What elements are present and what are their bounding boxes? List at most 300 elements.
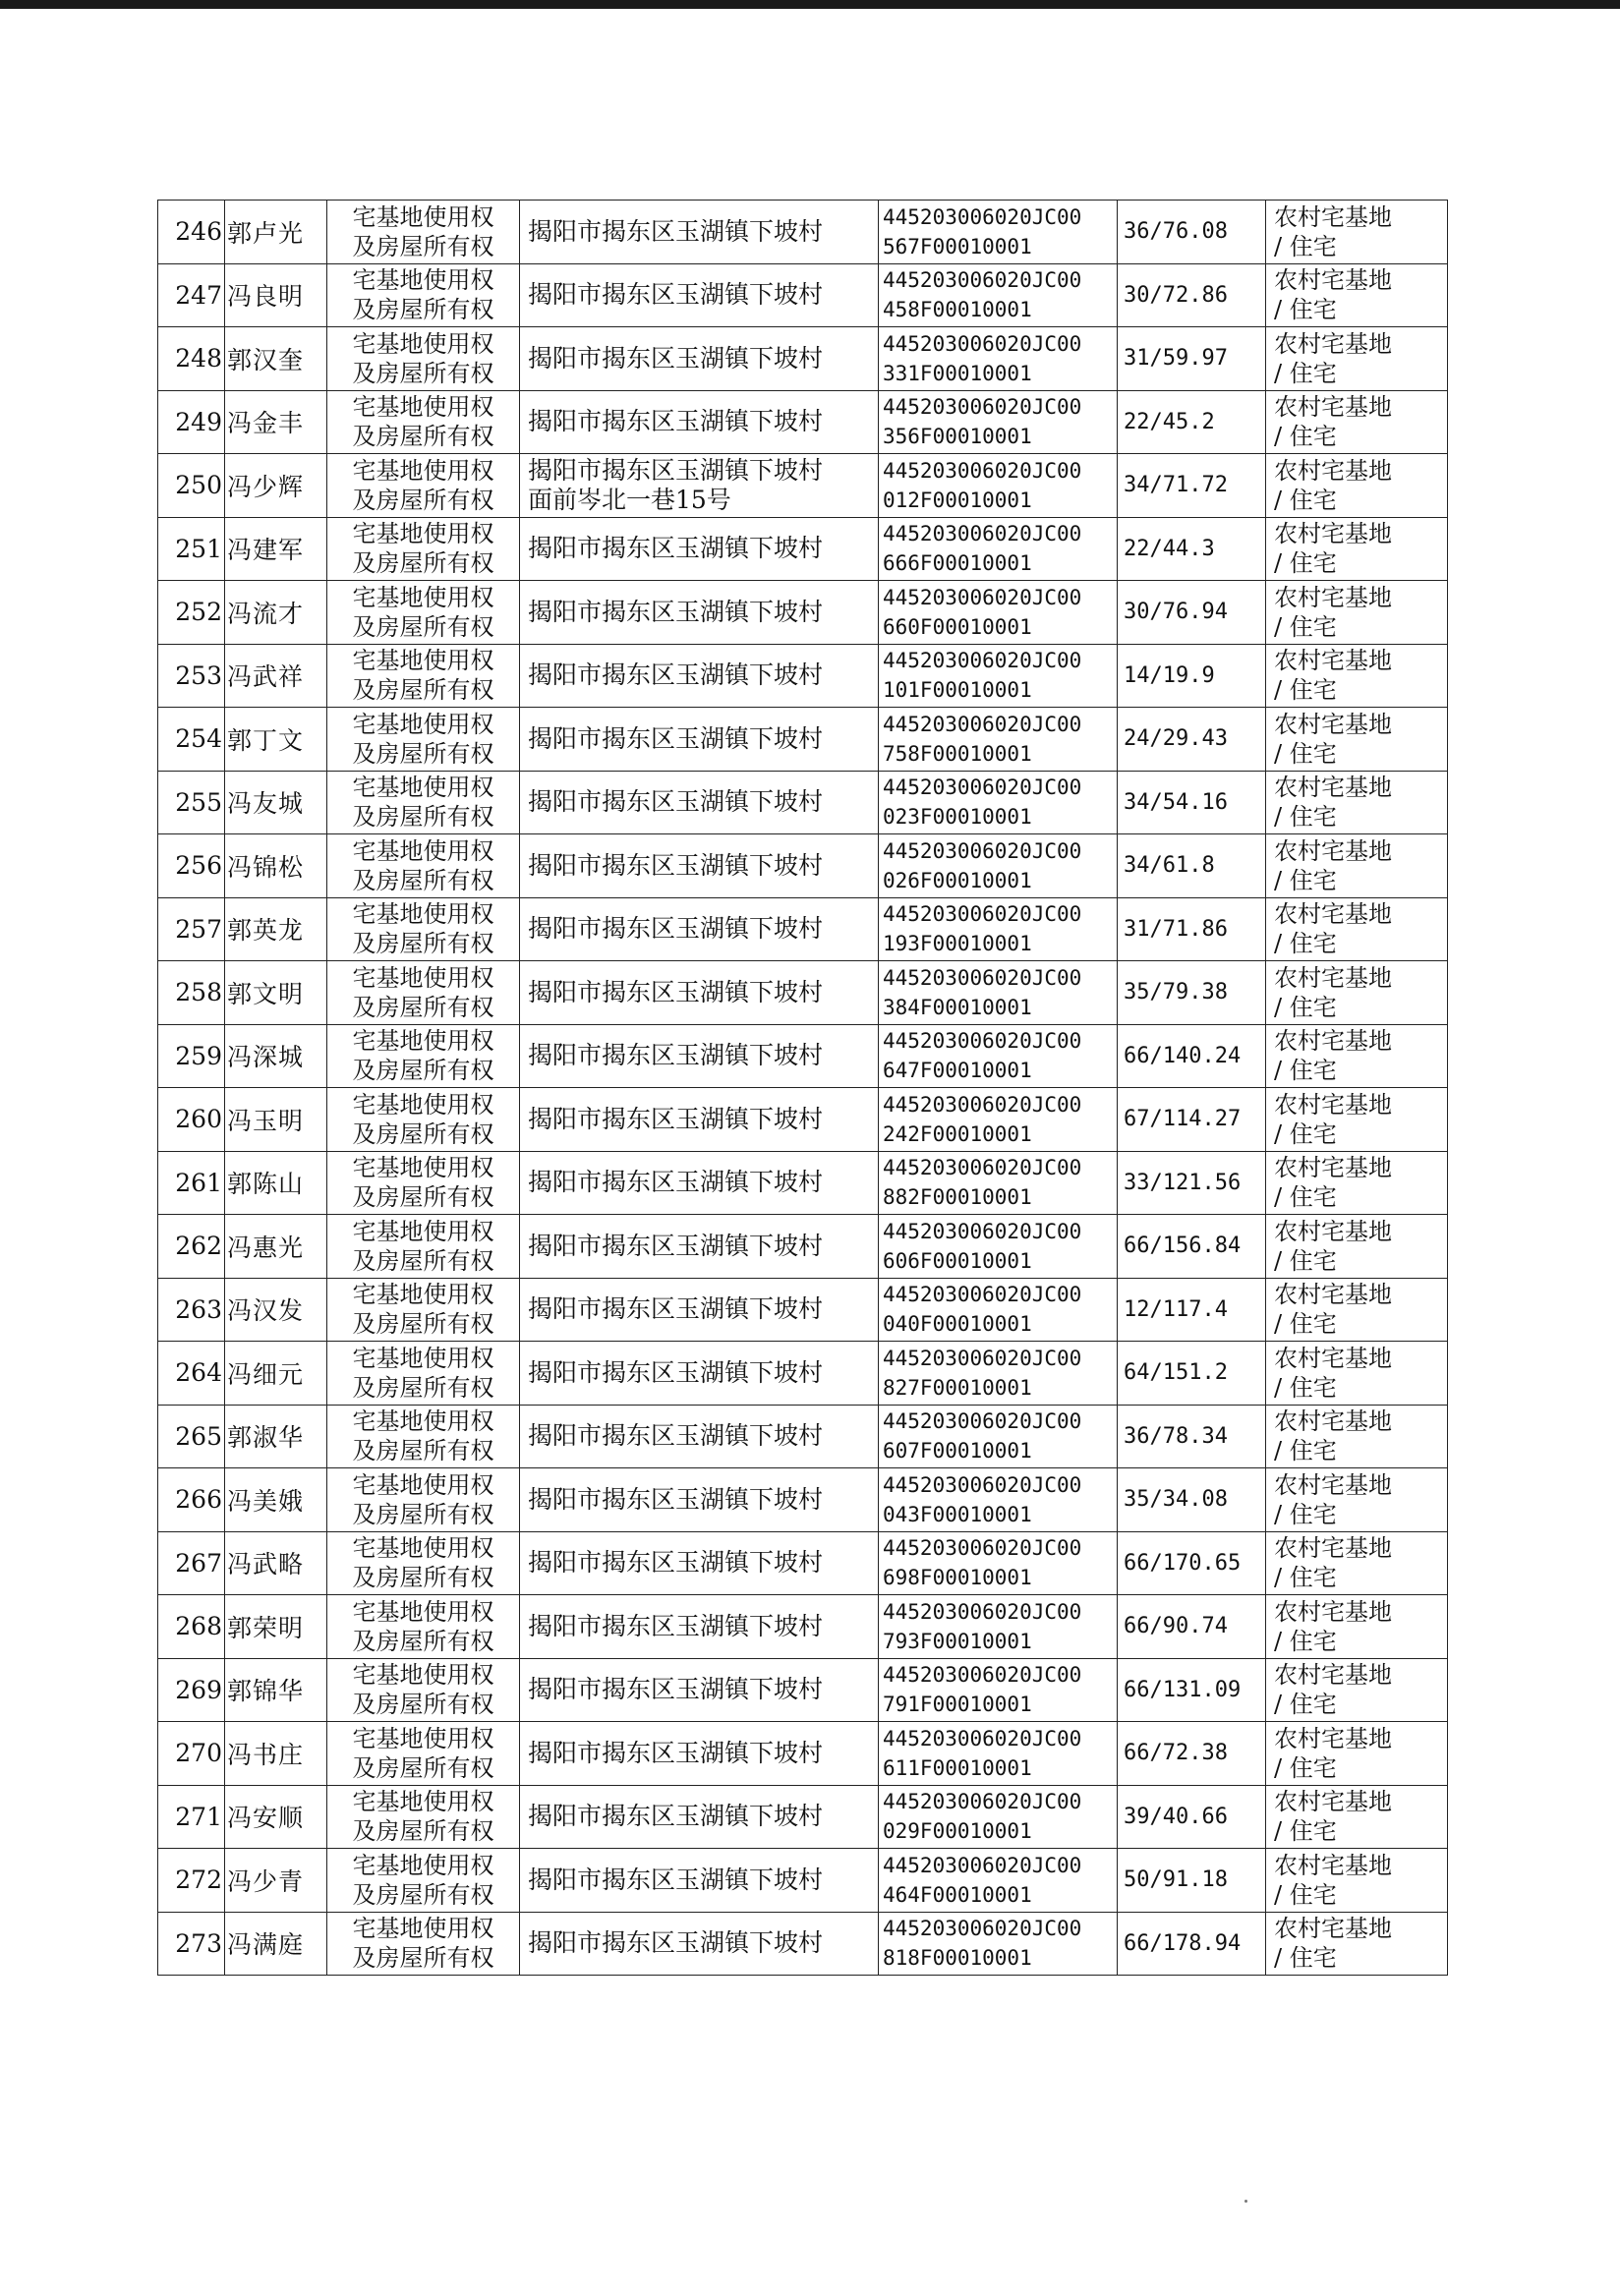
row-number-text: 270 — [175, 1739, 222, 1768]
owner-name — [225, 1088, 327, 1152]
row-number-text: 273 — [175, 1928, 222, 1958]
property-location — [520, 1215, 879, 1279]
unit-code-text: 793F00010001 — [883, 1629, 1032, 1653]
owner-name-text: 郭荣明 — [227, 1613, 305, 1642]
row-number — [158, 1278, 225, 1342]
area-value-text: 24/29.43 — [1124, 726, 1228, 752]
unit-code — [879, 1215, 1118, 1279]
owner-name — [225, 517, 327, 581]
land-use-text: 农村宅基地 — [1274, 1788, 1392, 1816]
row-number — [158, 1405, 225, 1468]
unit-code-text: 445203006020JC00 — [883, 268, 1082, 293]
right-type-text: 及房屋所有权 — [352, 676, 494, 705]
owner-name — [225, 897, 327, 961]
right-type — [327, 1278, 520, 1342]
row-number-text: 272 — [175, 1866, 222, 1895]
unit-code-text: 445203006020JC00 — [883, 1663, 1082, 1688]
right-type-text: 及房屋所有权 — [352, 1119, 494, 1148]
area-value — [1118, 1912, 1266, 1976]
property-location — [520, 1468, 879, 1532]
unit-code — [879, 517, 1118, 581]
area-value-text: 33/121.56 — [1124, 1170, 1242, 1195]
right-type-text: 及房屋所有权 — [352, 1627, 494, 1655]
row-number-text: 256 — [175, 851, 222, 881]
land-use — [1266, 1785, 1448, 1849]
land-use-text: / 住宅 — [1274, 1627, 1337, 1655]
unit-code-text: 607F00010001 — [883, 1439, 1032, 1464]
area-value — [1118, 454, 1266, 518]
right-type — [327, 1468, 520, 1532]
land-use — [1266, 1912, 1448, 1976]
area-value-text: 66/156.84 — [1124, 1234, 1242, 1259]
area-value-text: 36/78.34 — [1124, 1423, 1228, 1449]
land-use — [1266, 1278, 1448, 1342]
right-type-text: 及房屋所有权 — [352, 1183, 494, 1212]
land-use — [1266, 581, 1448, 645]
row-number — [158, 1722, 225, 1786]
unit-code-text: 445203006020JC00 — [883, 649, 1082, 673]
right-type-text: 及房屋所有权 — [352, 1500, 494, 1528]
unit-code-text: 193F00010001 — [883, 932, 1032, 956]
unit-code-text: 791F00010001 — [883, 1693, 1032, 1717]
property-location — [520, 771, 879, 834]
land-use-text: / 住宅 — [1274, 676, 1337, 705]
row-number-text: 269 — [175, 1675, 222, 1704]
land-use — [1266, 1088, 1448, 1152]
owner-name-text: 郭锦华 — [227, 1677, 305, 1706]
row-number — [158, 644, 225, 708]
unit-code-text: 445203006020JC00 — [883, 838, 1082, 863]
row-number — [158, 897, 225, 961]
land-use-text: 农村宅基地 — [1274, 1217, 1392, 1245]
table-body — [158, 201, 1448, 1976]
row-number — [158, 708, 225, 772]
property-location — [520, 581, 879, 645]
row-number — [158, 201, 225, 264]
row-number-text: 247 — [175, 280, 222, 310]
unit-code-text: 445203006020JC00 — [883, 1917, 1082, 1941]
right-type-text: 及房屋所有权 — [352, 1944, 494, 1973]
right-type-text: 及房屋所有权 — [352, 1373, 494, 1402]
row-number — [158, 327, 225, 391]
owner-name-text: 郭文明 — [227, 979, 305, 1008]
right-type-text: 宅基地使用权 — [352, 1344, 494, 1372]
property-location — [520, 1531, 879, 1595]
area-value — [1118, 1278, 1266, 1342]
right-type-text: 及房屋所有权 — [352, 486, 494, 514]
land-use — [1266, 517, 1448, 581]
area-value — [1118, 771, 1266, 834]
right-type-text: 宅基地使用权 — [352, 710, 494, 738]
owner-name — [225, 834, 327, 898]
property-location — [520, 201, 879, 264]
area-value-text: 66/178.94 — [1124, 1930, 1242, 1956]
area-value — [1118, 1024, 1266, 1088]
unit-code — [879, 454, 1118, 518]
property-location-text: 揭阳市揭东区玉湖镇下坡村 — [528, 977, 824, 1006]
area-value — [1118, 581, 1266, 645]
land-use — [1266, 454, 1448, 518]
property-location — [520, 1024, 879, 1088]
unit-code-text: 445203006020JC00 — [883, 1283, 1082, 1307]
area-value-text: 50/91.18 — [1124, 1867, 1228, 1893]
row-number-text: 252 — [175, 598, 222, 627]
right-type-text: 宅基地使用权 — [352, 647, 494, 675]
area-value — [1118, 1785, 1266, 1849]
area-value — [1118, 1215, 1266, 1279]
unit-code — [879, 327, 1118, 391]
property-location — [520, 961, 879, 1025]
property-location — [520, 327, 879, 391]
unit-code — [879, 1024, 1118, 1088]
property-location-text: 揭阳市揭东区玉湖镇下坡村 — [528, 1041, 824, 1070]
right-type-text: 及房屋所有权 — [352, 1817, 494, 1846]
owner-name-text: 冯锦松 — [227, 852, 305, 882]
unit-code — [879, 834, 1118, 898]
owner-name-text: 冯友城 — [227, 789, 305, 819]
unit-code — [879, 1531, 1118, 1595]
property-location — [520, 517, 879, 581]
land-use — [1266, 1531, 1448, 1595]
right-type-text: 及房屋所有权 — [352, 232, 494, 260]
unit-code-text: 445203006020JC00 — [883, 1346, 1082, 1370]
row-number-text: 254 — [175, 724, 222, 754]
area-value — [1118, 834, 1266, 898]
right-type — [327, 1658, 520, 1722]
right-type — [327, 201, 520, 264]
unit-code — [879, 1088, 1118, 1152]
right-type-text: 及房屋所有权 — [352, 296, 494, 324]
right-type-text: 宅基地使用权 — [352, 1534, 494, 1563]
unit-code-text: 666F00010001 — [883, 551, 1032, 576]
property-location-text: 揭阳市揭东区玉湖镇下坡村 — [528, 1802, 824, 1831]
unit-code — [879, 708, 1118, 772]
area-value — [1118, 1722, 1266, 1786]
unit-code-text: 660F00010001 — [883, 614, 1032, 639]
property-location — [520, 1278, 879, 1342]
area-value-text: 35/79.38 — [1124, 980, 1228, 1005]
right-type — [327, 390, 520, 454]
land-use-text: / 住宅 — [1274, 1753, 1337, 1782]
table-row — [158, 1531, 1448, 1595]
land-use-text: / 住宅 — [1274, 612, 1337, 641]
right-type-text: 及房屋所有权 — [352, 549, 494, 578]
unit-code — [879, 1658, 1118, 1722]
land-use-text: / 住宅 — [1274, 866, 1337, 894]
right-type-text: 宅基地使用权 — [352, 1851, 494, 1879]
area-value-text: 66/140.24 — [1124, 1043, 1242, 1068]
unit-code-text: 012F00010001 — [883, 488, 1032, 512]
table-row — [158, 708, 1448, 772]
owner-name — [225, 708, 327, 772]
unit-code-text: 101F00010001 — [883, 678, 1032, 703]
land-use — [1266, 771, 1448, 834]
owner-name — [225, 1912, 327, 1976]
unit-code — [879, 1278, 1118, 1342]
unit-code-text: 445203006020JC00 — [883, 1853, 1082, 1877]
land-use-text: / 住宅 — [1274, 1373, 1337, 1402]
land-use — [1266, 961, 1448, 1025]
area-value — [1118, 1658, 1266, 1722]
right-type — [327, 263, 520, 327]
land-use — [1266, 708, 1448, 772]
row-number-text: 249 — [175, 407, 222, 436]
unit-code-text: 445203006020JC00 — [883, 1790, 1082, 1814]
owner-name-text: 冯惠光 — [227, 1233, 305, 1262]
property-location-text: 揭阳市揭东区玉湖镇下坡村 — [528, 850, 824, 880]
right-type — [327, 644, 520, 708]
unit-code-text: 758F00010001 — [883, 741, 1032, 766]
right-type-text: 宅基地使用权 — [352, 1154, 494, 1182]
unit-code-text: 445203006020JC00 — [883, 395, 1082, 420]
owner-name — [225, 1849, 327, 1913]
land-use-text: 农村宅基地 — [1274, 583, 1392, 611]
unit-code-text: 029F00010001 — [883, 1819, 1032, 1844]
owner-name — [225, 327, 327, 391]
table-row — [158, 961, 1448, 1025]
owner-name-text: 冯流才 — [227, 599, 305, 628]
land-use-text: 农村宅基地 — [1274, 1344, 1392, 1372]
land-use — [1266, 1722, 1448, 1786]
unit-code-text: 445203006020JC00 — [883, 965, 1082, 990]
property-location-text: 揭阳市揭东区玉湖镇下坡村 — [528, 343, 824, 373]
right-type — [327, 897, 520, 961]
table-row — [158, 1088, 1448, 1152]
owner-name — [225, 1278, 327, 1342]
row-number-text: 267 — [175, 1548, 222, 1578]
right-type — [327, 1785, 520, 1849]
land-use — [1266, 644, 1448, 708]
land-use-text: / 住宅 — [1274, 803, 1337, 832]
area-value — [1118, 201, 1266, 264]
owner-name — [225, 263, 327, 327]
property-location — [520, 1088, 879, 1152]
land-use-text: 农村宅基地 — [1274, 1597, 1392, 1626]
scan-edge — [0, 0, 1620, 9]
land-use-text: 农村宅基地 — [1274, 774, 1392, 802]
owner-name — [225, 644, 327, 708]
owner-name — [225, 1468, 327, 1532]
owner-name — [225, 771, 327, 834]
area-value — [1118, 517, 1266, 581]
table-row — [158, 201, 1448, 264]
table-row — [158, 263, 1448, 327]
row-number — [158, 771, 225, 834]
unit-code — [879, 1785, 1118, 1849]
land-use-text: / 住宅 — [1274, 1944, 1337, 1973]
scan-speck — [1244, 2200, 1247, 2203]
unit-code-text: 445203006020JC00 — [883, 331, 1082, 356]
row-number-text: 261 — [175, 1168, 222, 1197]
area-value-text: 22/44.3 — [1124, 536, 1215, 561]
unit-code-text: 445203006020JC00 — [883, 902, 1082, 927]
unit-code — [879, 1849, 1118, 1913]
owner-name-text: 冯武略 — [227, 1550, 305, 1579]
row-number — [158, 1342, 225, 1406]
unit-code-text: 445203006020JC00 — [883, 1726, 1082, 1751]
right-type-text: 宅基地使用权 — [352, 202, 494, 231]
land-use — [1266, 897, 1448, 961]
area-value-text: 66/131.09 — [1124, 1677, 1242, 1702]
row-number — [158, 1849, 225, 1913]
property-location-text: 揭阳市揭东区玉湖镇下坡村 — [528, 660, 824, 690]
right-type-text: 及房屋所有权 — [352, 1437, 494, 1465]
land-use-text: / 住宅 — [1274, 486, 1337, 514]
row-number-text: 246 — [175, 217, 222, 247]
unit-code-text: 611F00010001 — [883, 1755, 1032, 1780]
area-value-text: 35/34.08 — [1124, 1487, 1228, 1513]
right-type-text: 及房屋所有权 — [352, 1246, 494, 1275]
area-value-text: 66/170.65 — [1124, 1550, 1242, 1576]
land-use-text: 农村宅基地 — [1274, 202, 1392, 231]
property-location-text: 揭阳市揭东区玉湖镇下坡村 — [528, 914, 824, 944]
table-row — [158, 1722, 1448, 1786]
area-value-text: 34/54.16 — [1124, 789, 1228, 815]
unit-code-text: 043F00010001 — [883, 1502, 1032, 1526]
row-number — [158, 1215, 225, 1279]
property-location-text: 揭阳市揭东区玉湖镇下坡村 — [528, 1231, 824, 1260]
row-number — [158, 1088, 225, 1152]
right-type — [327, 1215, 520, 1279]
unit-code-text: 445203006020JC00 — [883, 712, 1082, 736]
property-location — [520, 390, 879, 454]
land-use-text: / 住宅 — [1274, 993, 1337, 1021]
row-number — [158, 390, 225, 454]
table-row — [158, 1342, 1448, 1406]
right-type — [327, 327, 520, 391]
right-type — [327, 1405, 520, 1468]
row-number — [158, 1785, 225, 1849]
area-value-text: 39/40.66 — [1124, 1804, 1228, 1829]
unit-code-text: 698F00010001 — [883, 1566, 1032, 1590]
owner-name-text: 冯建军 — [227, 536, 305, 565]
land-use-text: 农村宅基地 — [1274, 329, 1392, 358]
property-location-text: 揭阳市揭东区玉湖镇下坡村 — [528, 723, 824, 753]
unit-code-text: 567F00010001 — [883, 234, 1032, 258]
owner-name — [225, 1722, 327, 1786]
unit-code-text: 445203006020JC00 — [883, 1409, 1082, 1434]
owner-name — [225, 961, 327, 1025]
right-type-text: 宅基地使用权 — [352, 583, 494, 611]
right-type-text: 及房屋所有权 — [352, 1880, 494, 1909]
land-use-text: / 住宅 — [1274, 232, 1337, 260]
land-use-text: / 住宅 — [1274, 1564, 1337, 1592]
row-number-text: 265 — [175, 1421, 222, 1451]
right-type-text: 宅基地使用权 — [352, 1217, 494, 1245]
owner-name — [225, 1405, 327, 1468]
right-type-text: 及房屋所有权 — [352, 359, 494, 387]
right-type-text: 宅基地使用权 — [352, 393, 494, 422]
right-type — [327, 1024, 520, 1088]
owner-name — [225, 201, 327, 264]
table-row — [158, 1215, 1448, 1279]
right-type-text: 宅基地使用权 — [352, 900, 494, 929]
table-row — [158, 1595, 1448, 1659]
land-use-text: / 住宅 — [1274, 1246, 1337, 1275]
row-number-text: 248 — [175, 344, 222, 373]
property-location-text: 揭阳市揭东区玉湖镇下坡村 — [528, 1738, 824, 1767]
right-type-text: 及房屋所有权 — [352, 612, 494, 641]
right-type — [327, 1849, 520, 1913]
right-type — [327, 517, 520, 581]
area-value-text: 67/114.27 — [1124, 1107, 1242, 1132]
land-use-text: / 住宅 — [1274, 359, 1337, 387]
row-number-text: 251 — [175, 534, 222, 563]
owner-name-text: 冯美娥 — [227, 1486, 305, 1516]
land-use — [1266, 1595, 1448, 1659]
right-type-text: 及房屋所有权 — [352, 1753, 494, 1782]
area-value — [1118, 1849, 1266, 1913]
land-use-text: / 住宅 — [1274, 1437, 1337, 1465]
property-location-text: 揭阳市揭东区玉湖镇下坡村 — [528, 1675, 824, 1704]
right-type — [327, 708, 520, 772]
property-location — [520, 1722, 879, 1786]
land-use-text: / 住宅 — [1274, 1183, 1337, 1212]
land-use-text: / 住宅 — [1274, 549, 1337, 578]
property-location — [520, 454, 879, 518]
unit-code-text: 464F00010001 — [883, 1882, 1032, 1907]
row-number — [158, 1531, 225, 1595]
area-value — [1118, 390, 1266, 454]
row-number — [158, 1151, 225, 1215]
land-use — [1266, 1024, 1448, 1088]
owner-name — [225, 1531, 327, 1595]
records-table — [157, 200, 1448, 1976]
table-row — [158, 517, 1448, 581]
land-use-text: 农村宅基地 — [1274, 520, 1392, 548]
land-use — [1266, 390, 1448, 454]
right-type-text: 宅基地使用权 — [352, 329, 494, 358]
row-number — [158, 834, 225, 898]
owner-name-text: 郭陈山 — [227, 1170, 305, 1199]
row-number-text: 255 — [175, 787, 222, 817]
row-number — [158, 961, 225, 1025]
table-row — [158, 1405, 1448, 1468]
property-location — [520, 263, 879, 327]
land-use-text: 农村宅基地 — [1274, 456, 1392, 485]
property-location-text: 揭阳市揭东区玉湖镇下坡村 — [528, 1548, 824, 1578]
table-row — [158, 644, 1448, 708]
owner-name — [225, 1151, 327, 1215]
row-number-text: 259 — [175, 1041, 222, 1070]
land-use-text: 农村宅基地 — [1274, 1027, 1392, 1056]
owner-name — [225, 1658, 327, 1722]
owner-name-text: 冯安顺 — [227, 1804, 305, 1833]
land-use — [1266, 327, 1448, 391]
right-type-text: 宅基地使用权 — [352, 774, 494, 802]
land-use-text: 农村宅基地 — [1274, 1407, 1392, 1436]
land-use — [1266, 201, 1448, 264]
land-use-text: / 住宅 — [1274, 1500, 1337, 1528]
row-number — [158, 454, 225, 518]
owner-name — [225, 1785, 327, 1849]
land-use — [1266, 1468, 1448, 1532]
property-location-text: 揭阳市揭东区玉湖镇下坡村 — [528, 597, 824, 626]
land-use — [1266, 1151, 1448, 1215]
right-type-text: 宅基地使用权 — [352, 456, 494, 485]
right-type-text: 及房屋所有权 — [352, 423, 494, 451]
land-use-text: 农村宅基地 — [1274, 393, 1392, 422]
unit-code-text: 445203006020JC00 — [883, 522, 1082, 546]
area-value-text: 64/151.2 — [1124, 1360, 1228, 1386]
unit-code — [879, 644, 1118, 708]
right-type-text: 宅基地使用权 — [352, 1788, 494, 1816]
right-type-text: 宅基地使用权 — [352, 1027, 494, 1056]
right-type — [327, 961, 520, 1025]
owner-name — [225, 1595, 327, 1659]
table-row — [158, 1024, 1448, 1088]
unit-code-text: 445203006020JC00 — [883, 1599, 1082, 1624]
